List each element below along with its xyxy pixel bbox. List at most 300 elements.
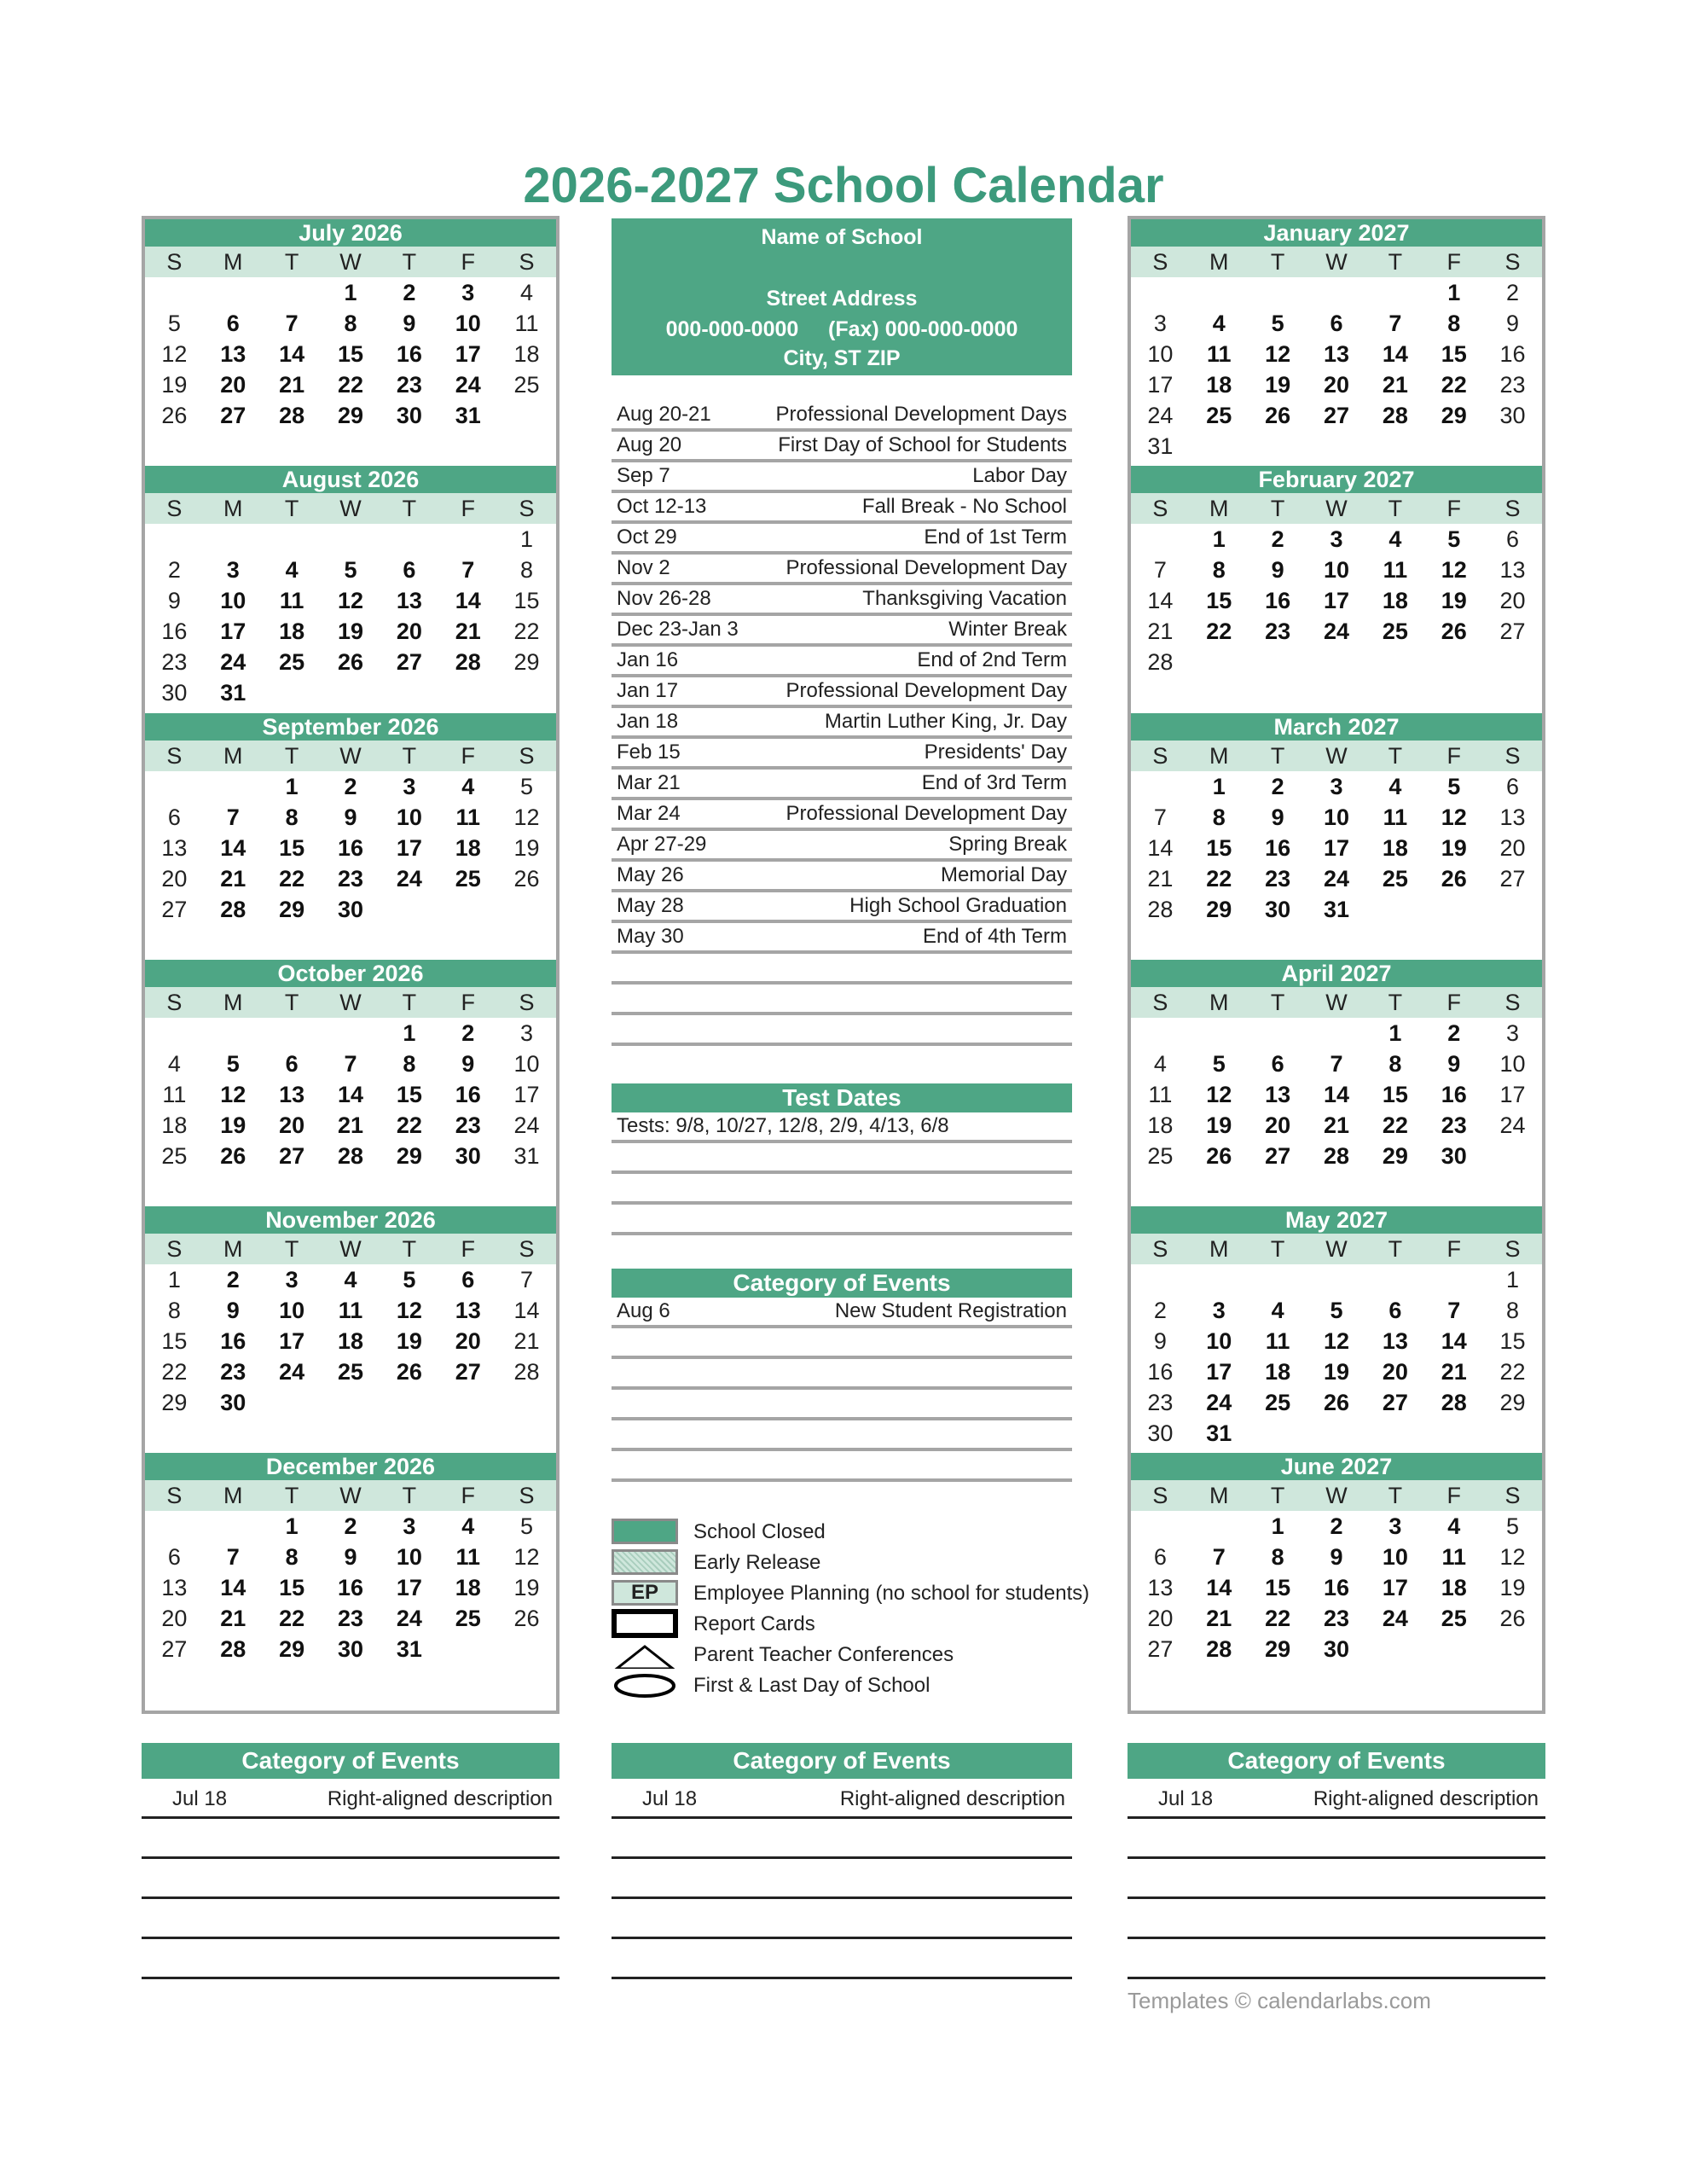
- weekday-header: [145, 1480, 556, 1511]
- weekday-header: [145, 1234, 556, 1264]
- ep-swatch: EP: [612, 1580, 678, 1606]
- empty-cell: [263, 524, 322, 555]
- day-cell: 6: [167, 804, 181, 830]
- day-cell: 20: [161, 1606, 188, 1632]
- school-name: Name of School: [761, 225, 923, 249]
- weekday-label: F: [1446, 1236, 1461, 1263]
- day-cell: 12: [1441, 804, 1467, 830]
- empty-cell: [1365, 1264, 1424, 1295]
- weekday-label: S: [1504, 1483, 1521, 1509]
- day-cell: 8: [285, 804, 299, 830]
- weekday-label: T: [402, 1483, 417, 1509]
- day-cell: 16: [161, 619, 188, 645]
- day-cell: 14: [1323, 1081, 1350, 1107]
- day-cell: 16: [220, 1328, 246, 1355]
- category-heading: Category of Events: [142, 1743, 559, 1779]
- weekday-label: S: [1152, 1236, 1168, 1263]
- day-cell: 11: [162, 1081, 187, 1107]
- day-cell: 17: [1323, 588, 1350, 614]
- event-row: [612, 555, 1072, 585]
- day-cell: 29: [396, 1142, 422, 1169]
- day-cell: 28: [1206, 1636, 1232, 1663]
- day-cell: 8: [1212, 557, 1226, 584]
- day-cell: 21: [337, 1112, 364, 1138]
- event-date: Jan 17: [617, 679, 679, 702]
- day-cell: 1: [1212, 526, 1226, 553]
- day-cell: 21: [220, 865, 246, 892]
- day-cell: 31: [1206, 1420, 1232, 1447]
- day-cell: 25: [1441, 1606, 1467, 1632]
- day-cell: 30: [1147, 1420, 1174, 1447]
- day-cell: 3: [403, 773, 416, 799]
- day-cell: 18: [1147, 1112, 1174, 1138]
- day-cell: 3: [1506, 1019, 1520, 1046]
- day-cell: 3: [1153, 311, 1167, 336]
- day-cell: 3: [226, 557, 240, 584]
- day-cell: 4: [461, 773, 475, 799]
- blank-row: [612, 1174, 1072, 1205]
- blank-row: [612, 1359, 1072, 1390]
- blank-row: [612, 1205, 1072, 1235]
- day-cell: 11: [1148, 1081, 1173, 1107]
- weekday-label: M: [1209, 1236, 1229, 1263]
- weekday-header: [145, 247, 556, 277]
- weekday-label: T: [1270, 989, 1285, 1015]
- day-cell: 19: [513, 834, 540, 861]
- weekday-label: S: [166, 989, 183, 1015]
- day-cell: 24: [396, 865, 422, 892]
- event-description: Fall Break - No School: [861, 495, 1067, 518]
- day-cell: 13: [396, 588, 422, 614]
- empty-cell: [1131, 1264, 1190, 1295]
- weekday-label: T: [1388, 249, 1403, 275]
- event-description: First Day of School for Students: [778, 433, 1067, 456]
- day-cell: 29: [1499, 1390, 1526, 1416]
- day-cell: 2: [167, 557, 181, 584]
- month-title: April 2027: [1131, 960, 1542, 987]
- day-cell: 27: [220, 403, 246, 428]
- day-cell: 13: [1147, 1575, 1174, 1601]
- day-cell: 5: [1330, 1298, 1343, 1324]
- category-date: Jul 18: [172, 1787, 228, 1810]
- day-cell: 7: [1212, 1544, 1226, 1571]
- day-cell: 28: [1147, 649, 1174, 676]
- day-cell: 14: [220, 834, 246, 861]
- weekday-label: F: [1446, 742, 1461, 769]
- month-july-2026: [145, 219, 556, 466]
- month-april-2027: [1131, 960, 1542, 1206]
- blank-row: [612, 985, 1072, 1015]
- day-cell: 18: [279, 619, 305, 645]
- calendar-column-left: [142, 216, 559, 1714]
- weekday-label: T: [284, 742, 299, 769]
- test-dates-list: [612, 1112, 1072, 1235]
- month-title: September 2026: [145, 713, 556, 741]
- weekday-label: T: [1388, 1236, 1403, 1263]
- day-cell: 27: [396, 649, 422, 676]
- event-date: Jan 18: [617, 710, 679, 733]
- empty-cell: [1131, 277, 1190, 308]
- day-cell: 27: [1499, 619, 1526, 645]
- weekday-label: S: [166, 249, 183, 275]
- school-city: City, ST ZIP: [783, 346, 901, 370]
- weekday-label: F: [1446, 496, 1461, 522]
- day-cell: 27: [161, 896, 188, 922]
- category-heading-mid: Category of Events: [612, 1269, 1072, 1298]
- day-cell: 27: [455, 1359, 481, 1385]
- month-title: November 2026: [145, 1206, 556, 1234]
- day-cell: 17: [396, 834, 422, 861]
- page-title: 2026-2027 School Calendar: [523, 158, 1164, 213]
- empty-cell: [145, 277, 204, 308]
- day-cell: 13: [1382, 1328, 1408, 1355]
- empty-cell: [1131, 1018, 1190, 1048]
- legend-employee-planning: EP Employee Planning (no school for students): [612, 1580, 1157, 1611]
- day-cell: 12: [1441, 557, 1467, 584]
- empty-cell: [380, 524, 438, 555]
- event-row: [612, 524, 1072, 555]
- day-cell: 13: [455, 1298, 481, 1324]
- day-cell: 21: [1147, 619, 1174, 645]
- day-cell: 31: [455, 403, 481, 428]
- event-date: Dec 23-Jan 3: [617, 618, 739, 641]
- day-cell: 24: [1499, 1112, 1526, 1138]
- footer-credit[interactable]: Templates © calendarlabs.com: [1128, 1988, 1431, 2013]
- category-heading: Category of Events: [612, 1743, 1072, 1779]
- day-cell: 15: [513, 588, 540, 614]
- day-cell: 29: [513, 649, 540, 676]
- weekday-label: F: [461, 1236, 475, 1263]
- day-cell: 18: [455, 834, 481, 861]
- day-cell: 8: [1212, 804, 1226, 830]
- day-cell: 25: [513, 372, 540, 398]
- day-cell: 21: [1382, 372, 1408, 398]
- day-cell: 4: [285, 557, 299, 584]
- day-cell: 30: [220, 1390, 246, 1416]
- day-cell: 15: [1206, 588, 1232, 614]
- day-cell: 10: [1206, 1328, 1232, 1355]
- day-cell: 13: [161, 1575, 188, 1601]
- day-cell: 25: [1382, 865, 1408, 892]
- event-date: Mar 21: [617, 771, 681, 794]
- day-cell: 23: [337, 1606, 364, 1632]
- day-cell: 21: [1441, 1359, 1467, 1385]
- day-cell: 6: [1388, 1298, 1402, 1324]
- weekday-label: S: [519, 496, 535, 522]
- month-title: December 2026: [145, 1453, 556, 1480]
- day-cell: 8: [1506, 1298, 1520, 1324]
- day-cell: 8: [403, 1050, 416, 1077]
- category-date: Jul 18: [642, 1787, 698, 1810]
- day-cell: 5: [1271, 311, 1284, 336]
- category-desc: Right-aligned description: [1313, 1787, 1539, 1810]
- day-cell: 15: [161, 1328, 188, 1355]
- blank-row: [612, 1143, 1072, 1174]
- day-cell: 29: [1382, 1142, 1408, 1169]
- weekday-label: S: [166, 1236, 183, 1263]
- day-cell: 22: [337, 372, 364, 398]
- weekday-label: W: [339, 1483, 362, 1509]
- day-cell: 11: [455, 1544, 480, 1571]
- day-cell: 9: [461, 1050, 475, 1077]
- empty-cell: [1190, 1264, 1249, 1295]
- day-cell: 15: [279, 834, 305, 861]
- day-cell: 25: [337, 1359, 364, 1385]
- month-october-2026: [145, 960, 556, 1206]
- day-cell: 27: [1323, 403, 1350, 428]
- day-cell: 2: [1330, 1513, 1343, 1540]
- day-cell: 31: [1323, 896, 1350, 922]
- day-cell: 16: [1499, 341, 1526, 367]
- day-cell: 22: [513, 619, 540, 645]
- blank-row: [612, 1328, 1072, 1359]
- empty-cell: [145, 1018, 204, 1048]
- day-cell: 16: [1265, 588, 1291, 614]
- legend: [612, 1519, 1157, 1703]
- day-cell: 20: [1499, 834, 1526, 861]
- day-cell: 13: [279, 1081, 305, 1107]
- month-title: August 2026: [145, 466, 556, 493]
- blank-row: [612, 1420, 1072, 1451]
- weekday-label: S: [1504, 1236, 1521, 1263]
- day-cell: 24: [279, 1359, 305, 1385]
- day-cell: 19: [1265, 372, 1291, 398]
- weekday-label: T: [1270, 1483, 1285, 1509]
- weekday-header: [1131, 493, 1542, 524]
- month-september-2026: [145, 713, 556, 960]
- weekday-label: F: [1446, 1483, 1461, 1509]
- weekday-header: [1131, 741, 1542, 771]
- category-date: Jul 18: [1158, 1787, 1214, 1810]
- blank-row: [612, 1899, 1072, 1939]
- month-title: February 2027: [1131, 466, 1542, 493]
- day-cell: 30: [1441, 1142, 1467, 1169]
- day-cell: 18: [1441, 1575, 1467, 1601]
- day-cell: 23: [1499, 372, 1526, 398]
- blank-row: [612, 1819, 1072, 1859]
- weekday-label: T: [284, 249, 299, 275]
- weekday-label: W: [1325, 249, 1348, 275]
- day-cell: 24: [1147, 403, 1174, 428]
- event-description: End of 3rd Term: [921, 771, 1067, 794]
- weekday-label: T: [402, 1236, 417, 1263]
- day-cell: 4: [1388, 773, 1402, 799]
- weekday-label: W: [339, 249, 362, 275]
- day-grid: [145, 277, 556, 431]
- day-cell: 28: [1147, 896, 1174, 922]
- day-cell: 19: [396, 1328, 422, 1355]
- day-cell: 14: [513, 1298, 540, 1324]
- day-cell: 14: [337, 1081, 364, 1107]
- day-cell: 31: [396, 1636, 422, 1663]
- day-cell: 12: [220, 1081, 246, 1107]
- day-cell: 7: [1153, 557, 1167, 584]
- day-cell: 9: [1447, 1050, 1461, 1077]
- day-cell: 4: [1212, 311, 1226, 336]
- day-cell: 26: [1265, 403, 1291, 428]
- day-cell: 15: [1441, 341, 1467, 367]
- day-grid: [1131, 1018, 1542, 1171]
- day-cell: 30: [455, 1142, 481, 1169]
- day-cell: 9: [1153, 1328, 1167, 1355]
- weekday-header: [1131, 1234, 1542, 1264]
- event-row: [612, 708, 1072, 739]
- day-cell: 18: [1265, 1359, 1291, 1385]
- empty-cell: [438, 524, 497, 555]
- day-cell: 24: [1323, 619, 1350, 645]
- weekday-label: T: [284, 496, 299, 522]
- day-cell: 6: [403, 557, 416, 584]
- day-cell: 9: [226, 1298, 240, 1324]
- day-cell: 22: [279, 1606, 305, 1632]
- empty-cell: [1424, 1264, 1483, 1295]
- weekday-label: S: [1504, 496, 1521, 522]
- day-cell: 19: [1441, 588, 1467, 614]
- weekday-label: F: [461, 496, 475, 522]
- empty-cell: [263, 1018, 322, 1048]
- weekday-label: T: [284, 1483, 299, 1509]
- day-cell: 18: [513, 341, 540, 367]
- day-cell: 30: [1323, 1636, 1350, 1663]
- weekday-label: T: [1270, 742, 1285, 769]
- day-cell: 2: [344, 773, 357, 799]
- day-grid: [1131, 1264, 1542, 1449]
- day-cell: 26: [396, 1359, 422, 1385]
- event-date: Oct 12-13: [617, 495, 707, 518]
- weekday-label: T: [1270, 249, 1285, 275]
- day-cell: 15: [1206, 834, 1232, 861]
- day-cell: 20: [161, 865, 188, 892]
- day-cell: 20: [1265, 1112, 1291, 1138]
- day-cell: 14: [1147, 834, 1174, 861]
- day-cell: 7: [226, 1544, 240, 1571]
- day-cell: 10: [1147, 341, 1174, 367]
- month-title: March 2027: [1131, 713, 1542, 741]
- weekday-label: M: [1209, 742, 1229, 769]
- school-info-box: [612, 218, 1072, 375]
- month-title: January 2027: [1131, 219, 1542, 247]
- day-cell: 22: [1382, 1112, 1408, 1138]
- day-cell: 26: [220, 1142, 246, 1169]
- event-row: [612, 462, 1072, 493]
- weekday-label: T: [1388, 1483, 1403, 1509]
- empty-cell: [1307, 1264, 1366, 1295]
- day-cell: 24: [220, 649, 246, 676]
- weekday-label: T: [1388, 989, 1403, 1015]
- month-february-2027: [1131, 466, 1542, 712]
- day-cell: 1: [1212, 773, 1226, 799]
- early-release-swatch: [612, 1549, 678, 1575]
- day-cell: 6: [1271, 1050, 1284, 1077]
- weekday-label: W: [1325, 496, 1348, 522]
- day-cell: 29: [279, 1636, 305, 1663]
- day-cell: 7: [226, 804, 240, 830]
- day-cell: 23: [1441, 1112, 1467, 1138]
- day-cell: 14: [1382, 341, 1408, 367]
- day-cell: 4: [1153, 1050, 1167, 1077]
- day-cell: 7: [344, 1050, 357, 1077]
- event-row: [612, 892, 1072, 923]
- empty-cell: [1249, 1018, 1307, 1048]
- day-cell: 4: [1447, 1513, 1461, 1540]
- day-cell: 8: [1388, 1050, 1402, 1077]
- day-cell: 29: [1441, 403, 1467, 428]
- day-cell: 26: [337, 649, 364, 676]
- empty-cell: [322, 524, 380, 555]
- day-cell: 13: [1323, 341, 1350, 367]
- day-cell: 17: [1323, 834, 1350, 861]
- day-cell: 17: [513, 1081, 540, 1107]
- day-cell: 2: [403, 280, 416, 305]
- day-cell: 28: [279, 403, 305, 428]
- day-cell: 23: [1147, 1390, 1174, 1416]
- day-cell: 1: [520, 526, 534, 553]
- day-cell: 3: [1330, 773, 1343, 799]
- day-cell: 7: [1388, 311, 1402, 336]
- day-cell: 23: [396, 372, 422, 398]
- blank-row: [142, 1819, 559, 1859]
- day-cell: 7: [461, 557, 475, 584]
- day-cell: 16: [1265, 834, 1291, 861]
- day-cell: 19: [513, 1575, 540, 1601]
- weekday-header: [1131, 987, 1542, 1018]
- day-cell: 26: [513, 865, 540, 892]
- day-cell: 30: [337, 896, 364, 922]
- day-cell: 10: [513, 1050, 540, 1077]
- empty-cell: [1131, 524, 1190, 555]
- month-may-2027: [1131, 1206, 1542, 1453]
- day-cell: 14: [279, 341, 305, 367]
- weekday-label: M: [223, 989, 243, 1015]
- day-cell: 19: [161, 372, 188, 398]
- day-cell: 17: [1206, 1359, 1232, 1385]
- blank-row: [612, 1859, 1072, 1899]
- day-cell: 5: [520, 773, 534, 799]
- event-date: Feb 15: [617, 741, 681, 764]
- day-cell: 2: [1506, 280, 1520, 305]
- day-cell: 25: [1206, 403, 1232, 428]
- day-grid: [145, 771, 556, 925]
- day-cell: 2: [461, 1019, 475, 1046]
- day-grid: [1131, 771, 1542, 925]
- oval-icon: [612, 1672, 678, 1698]
- day-grid: [1131, 277, 1542, 462]
- day-cell: 6: [1330, 311, 1343, 336]
- day-cell: 24: [1323, 865, 1350, 892]
- day-cell: 23: [220, 1359, 246, 1385]
- day-cell: 1: [1506, 1267, 1520, 1293]
- empty-cell: [1365, 277, 1424, 308]
- day-cell: 11: [338, 1298, 363, 1324]
- day-cell: 2: [1447, 1019, 1461, 1046]
- weekday-label: T: [1388, 496, 1403, 522]
- day-cell: 1: [285, 773, 299, 799]
- category-box-right: [1128, 1743, 1545, 1979]
- triangle-icon: [612, 1643, 678, 1669]
- empty-cell: [1190, 1511, 1249, 1542]
- weekday-label: F: [461, 1483, 475, 1509]
- event-description: Professional Development Day: [786, 556, 1067, 579]
- day-cell: 26: [513, 1606, 540, 1632]
- day-cell: 26: [1441, 619, 1467, 645]
- day-cell: 12: [513, 1544, 540, 1571]
- weekday-label: W: [339, 742, 362, 769]
- event-description: Martin Luther King, Jr. Day: [824, 710, 1067, 733]
- weekday-label: S: [1152, 496, 1168, 522]
- weekday-label: T: [402, 742, 417, 769]
- day-cell: 7: [1447, 1298, 1461, 1324]
- day-grid: [1131, 1511, 1542, 1664]
